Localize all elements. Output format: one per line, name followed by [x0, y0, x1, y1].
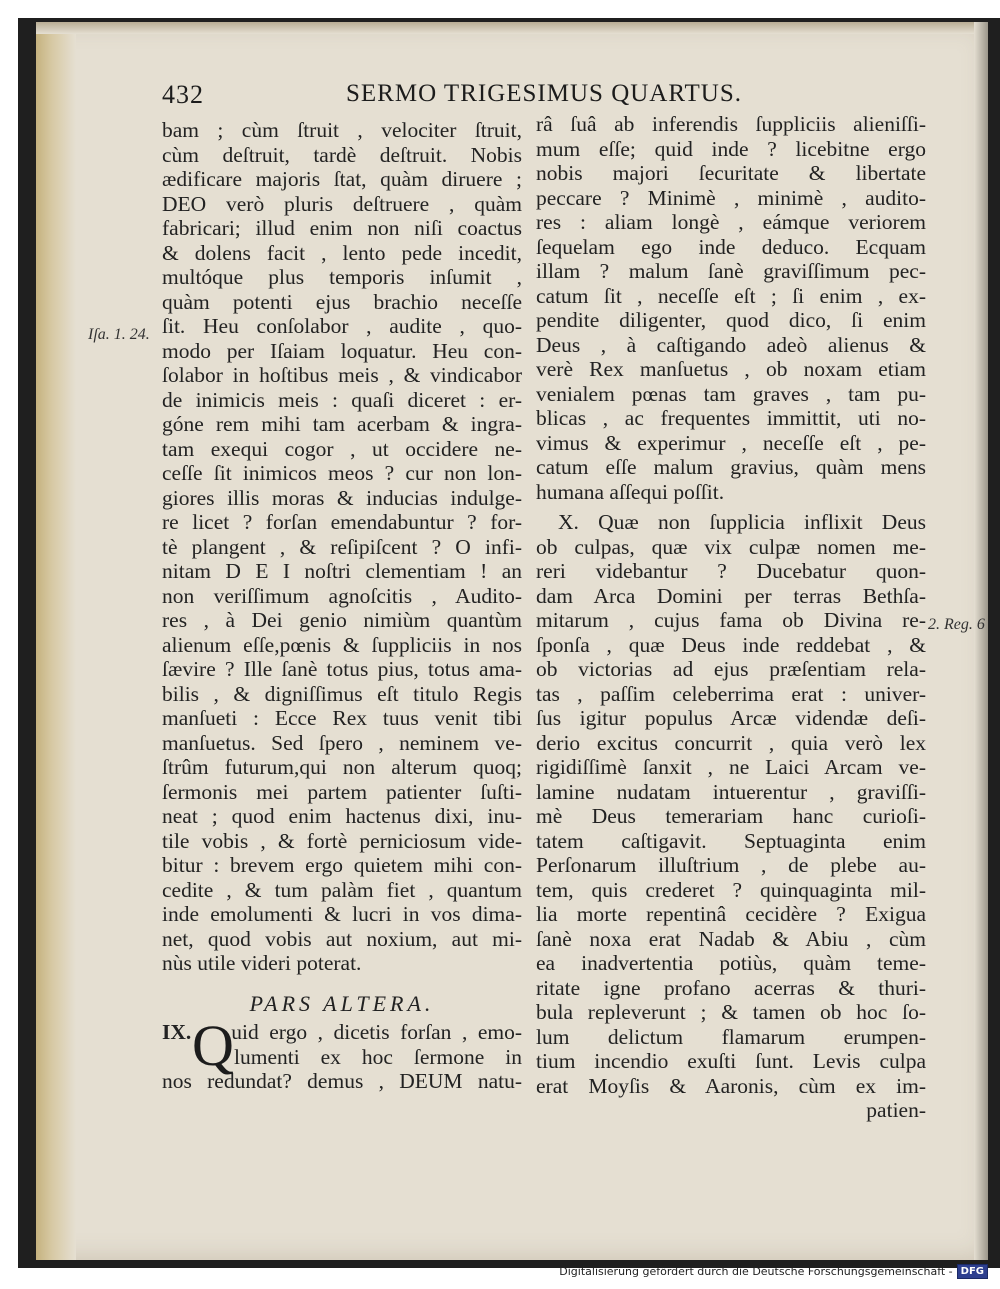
- text-line: humana aſſequi poſſit.: [536, 479, 725, 504]
- text-line: pendite diligenter, quod dico, ſi enim: [536, 308, 926, 332]
- text-line: de inimicis meis : quaſi diceret : er-: [162, 387, 522, 412]
- text-line: ſolabor in hoſtibus meis , & vindicabor: [162, 363, 522, 387]
- text-line: ſponſa , quæ Deus inde reddebat , &: [536, 632, 926, 657]
- text-line: neat ; quod enim hactenus dixi, inu-: [162, 804, 522, 828]
- text-line: reri videbantur ? Ducebatur quon-: [536, 559, 926, 583]
- footer-text: Digitalisierung gefördert durch die Deutsche Forschungsgemeinschaft -: [559, 1265, 953, 1278]
- text-line: ob victorias ad ejus præſentiam rela-: [536, 657, 926, 681]
- text-line: catum eſſe malum gravius, quàm mens: [536, 455, 926, 479]
- text-line: ceſſe ſit inimicos meos ? cur non lon-: [162, 461, 522, 485]
- text-line: ea inadvertentia potiùs, quàm teme-: [536, 951, 926, 975]
- text-line: mitarum , cujus fama ob Divina re-: [536, 608, 926, 632]
- text-line: nobis majori ſecuritate & libertate: [536, 161, 926, 185]
- text-line: tium incendio exuſti ſunt. Levis culpa: [536, 1049, 926, 1073]
- section-title: PARS ALTERA.: [249, 990, 435, 1016]
- text-line: X. Quæ non ſupplicia inflixit Deus: [558, 510, 926, 534]
- text-line: rigidiſſimè ſanxit , ne Laici Arcam ve-: [536, 755, 926, 779]
- text-line: ſus igitur populus Arcæ videndæ deſi-: [536, 706, 926, 730]
- text-line: cùm deſtruit, tardè deſtruit. Nobis: [162, 142, 522, 167]
- text-line: fabricari; illud enim non niſi coactus: [162, 216, 522, 240]
- text-line: verè Rex manſuetus , ob noxam etiam: [536, 357, 926, 381]
- text-line: ſermonis mei partem patienter ſuſti-: [162, 779, 522, 804]
- text-line: mè Deus temerariam hanc curioſi-: [536, 804, 926, 828]
- text-line: res , à Dei genio nimiùm quantùm: [162, 608, 522, 632]
- text-line: lia morte repentinâ cecidère ? Exigua: [536, 902, 926, 926]
- text-line: bilis , & digniſſimus eſt titulo Regis: [162, 681, 522, 706]
- text-line: cedite , & tum palàm fiet , quantum: [162, 877, 522, 902]
- text-line: tam exequi cogor , ut occidere ne-: [162, 436, 522, 461]
- text-line: inde emolumenti & lucri in vos dima-: [162, 902, 522, 926]
- text-line: derio excitus concurrit , quia verò lex: [536, 730, 926, 755]
- text-line: lum delictum flamarum erumpen-: [536, 1024, 926, 1049]
- margin-note-right: 2. Reg. 6: [928, 616, 985, 633]
- text-fragment: uid ergo , dicetis forſan , emo-: [231, 1020, 522, 1044]
- footer-credit: [559, 1264, 988, 1279]
- text-line: ſequelam ego inde deduco. Ecquam: [536, 234, 926, 259]
- text-line: manſueti : Ecce Rex tuus venit tibi: [162, 706, 522, 730]
- text-line: catum ſit , neceſſe eſt ; ſi enim , ex-: [536, 283, 926, 308]
- text-line: Perſonarum illuſtrium , de plebe au-: [536, 853, 926, 877]
- running-head: SERMO TRIGESIMUS QUARTUS.: [346, 80, 743, 107]
- text-line: non veriſſimum agnoſcitis , Audito-: [162, 583, 522, 608]
- text-line: bula repleverunt ; & tamen ob hoc ſo-: [536, 1000, 926, 1024]
- text-line: tile vobis , & fortè perniciosum vide-: [162, 828, 522, 853]
- page-binding-edge: [36, 22, 76, 1260]
- text-line: lumenti ex hoc ſermone in: [234, 1044, 522, 1069]
- text-line: ædificare majoris ſtat, quàm diruere ;: [162, 167, 522, 191]
- text-line: mum eſſe; quid inde ? licebitne ergo: [536, 136, 926, 161]
- page-number: 432: [162, 80, 204, 109]
- text-line: ſanè noxa erat Nadab & Abiu , cùm: [536, 926, 926, 951]
- text-line: tatem caſtigavit. Septuaginta enim: [536, 828, 926, 853]
- margin-note-left: Iſa. 1. 24.: [88, 326, 150, 343]
- text-line: modo per Iſaiam loquatur. Heu con-: [162, 338, 522, 363]
- text-line: ob culpas, quæ vix culpæ nomen me-: [536, 534, 926, 559]
- text-line: nitam D E I noſtri clementiam ! an: [162, 559, 522, 583]
- text-line: góne rem mihi tam acerbam & ingra-: [162, 412, 522, 436]
- text-line: giores illis moras & inducias indulge-: [162, 485, 522, 510]
- text-line: illam ? malum ſanè graviſſimum pec-: [536, 259, 926, 283]
- text-line: tas , paſſim celeberrima erat : univer-: [536, 681, 926, 706]
- text-line: râ ſuâ ab inferendis ſuppliciis alieniſſi-: [536, 112, 926, 136]
- drop-cap-initial: Q: [192, 1013, 234, 1078]
- text-line: vimus & experimur , neceſſe eſt , pe-: [536, 430, 926, 455]
- text-line: venialem pœnas tam graves , tam pu-: [536, 381, 926, 406]
- dfg-logo: DFG: [957, 1264, 988, 1279]
- text-line: peccare ? Minimè , minimè , audito-: [536, 185, 926, 210]
- text-line: erat Moyſis & Aaronis, cùm ex im-: [536, 1073, 926, 1098]
- text-line: nùs utile videri poterat.: [162, 951, 362, 975]
- text-line: ſit. Heu conſolabor , audite , quo-: [162, 314, 522, 338]
- text-line: res : aliam longè , eámque veriorem: [536, 210, 926, 234]
- text-line: bitur : brevem ergo quietem mihi con-: [162, 853, 522, 877]
- section-opening: [162, 1013, 522, 1094]
- text-line: dam Arca Domini per terras Bethſa-: [536, 583, 926, 608]
- left-column: [162, 118, 522, 1094]
- text-line: & dolens facit , lento pede incedit,: [162, 240, 522, 265]
- catchword: patien-: [866, 1098, 926, 1122]
- text-line: blicas , ac frequentes immittit, uti no-: [536, 406, 926, 430]
- page-fore-edge: [974, 22, 988, 1260]
- text-line: DEO verò pluris deſtruere , quàm: [162, 191, 522, 216]
- text-line: alienum eſſe,pœnis & ſuppliciis in nos: [162, 632, 522, 657]
- text-line: Deus , à caſtigando adeò alienus &: [536, 332, 926, 357]
- text-line: ſævire ? Ille ſanè totus pius, totus ama-: [162, 657, 522, 681]
- section-number: IX.: [162, 1020, 192, 1044]
- text-line: tè plangent , & reſipiſcent ? O infi-: [162, 534, 522, 559]
- text-line: multóque plus temporis inſumit ,: [162, 265, 522, 289]
- text-line: re licet ? forſan emendabuntur ? for-: [162, 510, 522, 534]
- text-line: manſuetus. Sed ſpero , neminem ve-: [162, 730, 522, 755]
- text-line: ſtrûm futurum,qui non alterum quoq;: [162, 755, 522, 779]
- text-line: quàm potenti ejus brachio neceſſe: [162, 289, 522, 314]
- text-line: lamine nudatam intuerentur , graviſſi-: [536, 779, 926, 804]
- page-top-edge: [36, 22, 988, 34]
- text-line: ritate igne profano acerras & thuri-: [536, 975, 926, 1000]
- text-line: net, quod vobis aut noxium, aut mi-: [162, 926, 522, 951]
- text-line: tem, quis crederet ? quinquaginta mil-: [536, 877, 926, 902]
- text-line: bam ; cùm ſtruit , velociter ſtruit,: [162, 118, 522, 142]
- right-column: [536, 112, 926, 1123]
- text-line: nos redundat? demus , DEUM natu-: [162, 1069, 522, 1093]
